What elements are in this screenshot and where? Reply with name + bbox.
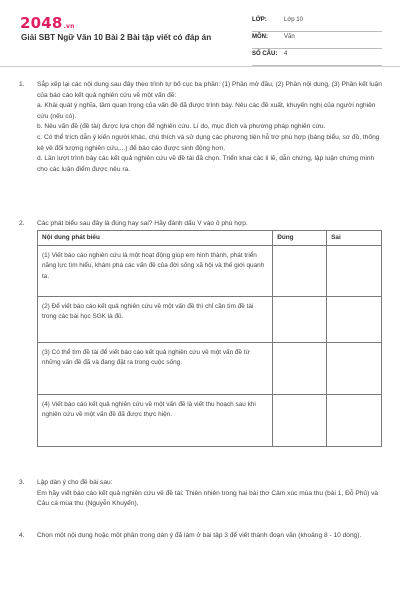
question-text: d. Lần lượt trình bày các kết quả nghiên cứu về đề tài đã chọn. Triển khai các lí lẽ, dẫn chứng, lập luận chứng minh cho các luận điểm được nêu ra. xyxy=(37,155,375,173)
question-text: b. Nêu vấn đề (đề tài) được lựa chọn để nghiên cứu. Lí do, mục đích và phương pháp nghiên cứu. xyxy=(37,123,326,131)
logo-main: 2048 xyxy=(20,14,63,32)
column-header-false: Sai xyxy=(327,231,382,246)
table-header-row xyxy=(38,231,382,246)
question-number: 1. xyxy=(19,81,25,88)
statement-cell: (4) Viết báo cáo kết quả nghiên cứu về một vấn đề là viết thu hoạch sau khi nghiên cứu về một vấn đề đã được thực hiện. xyxy=(38,395,273,447)
meta-row-subject xyxy=(252,32,382,49)
question-body xyxy=(37,531,382,542)
column-header-statement: Nội dung phát biểu xyxy=(38,231,273,246)
question-text: Em hãy viết báo cáo kết quả nghiên cứu về đề tài: Thiên nhiên trong hai bài thơ Cảm xúc mùa thu (bài 1, Đỗ Phủ) và Câu cá mùa thu (Nguyễn Khuyến). xyxy=(37,489,379,508)
meta-row-question-count xyxy=(252,49,382,66)
meta-label: SỐ CÂU: xyxy=(252,51,278,57)
table-row xyxy=(38,343,382,395)
question-number: 3. xyxy=(19,479,25,486)
false-checkbox-cell[interactable] xyxy=(327,343,382,395)
question-body xyxy=(37,478,382,510)
table-row xyxy=(38,246,382,297)
true-checkbox-cell[interactable] xyxy=(273,395,327,447)
question-text: Lập dàn ý cho đề bài sau: xyxy=(37,479,113,486)
table-row xyxy=(38,297,382,343)
question-body xyxy=(37,80,382,175)
true-false-table xyxy=(37,230,382,447)
meta-value: 4 xyxy=(284,51,288,57)
meta-value: Văn xyxy=(284,34,295,40)
question-body xyxy=(37,219,382,230)
true-checkbox-cell[interactable] xyxy=(273,343,327,395)
document-title: Giải SBT Ngữ Văn 10 Bài 2 Bài tập viết có đáp án xyxy=(21,33,212,42)
false-checkbox-cell[interactable] xyxy=(327,246,382,297)
header-divider xyxy=(0,66,400,67)
question-text: a. Khái quát ý nghĩa, tầm quan trọng của vấn đề đã được trình bày. Nêu các đề xuất, khuyến nghị của người nghiên cứu (nếu có). xyxy=(37,102,376,120)
false-checkbox-cell[interactable] xyxy=(327,395,382,447)
false-checkbox-cell[interactable] xyxy=(327,297,382,343)
meta-row-class xyxy=(252,15,382,32)
question-number: 4. xyxy=(19,532,25,539)
meta-label: LỚP: xyxy=(252,17,267,23)
table-row xyxy=(38,395,382,447)
question-text: Các phát biểu sau đây là đúng hay sai? Hãy đánh dấu V vào ô phù hợp. xyxy=(37,220,248,227)
meta-label: MÔN: xyxy=(252,34,268,40)
logo-suffix: .vn xyxy=(63,23,75,30)
question-text: Sắp xếp lại các nội dung sau đây theo trình tự bố cục ba phần: (1) Phần mở đầu, (2) Phần nội dung, (3) Phần kết luận của báo cáo kết quả nghiên cứu về một vấn đề: xyxy=(37,81,382,99)
statement-cell: (3) Có thể tìm đề tài để viết báo cáo kết quả nghiên cứu về một vấn đề từ những vấn đề đã và đang đặt ra trong cuộc sống. xyxy=(38,343,273,395)
page-header xyxy=(0,0,400,66)
statement-cell: (2) Để viết báo cáo kết quả nghiên cứu về một vấn đề thì chỉ cần tìm đề tài trong các bài học SGK là đủ. xyxy=(38,297,273,343)
statement-cell: (1) Viết báo cáo nghiên cứu là một hoạt động giúp em hình thành, phát triển năng lực tìm hiểu, khám phá các vấn đề của đời sống xã hội và thế giới quanh ta. xyxy=(38,246,273,297)
question-number: 2. xyxy=(19,220,25,227)
true-checkbox-cell[interactable] xyxy=(273,297,327,343)
meta-info-table xyxy=(252,15,382,66)
site-logo[interactable] xyxy=(20,14,75,32)
column-header-true: Đúng xyxy=(273,231,327,246)
true-checkbox-cell[interactable] xyxy=(273,246,327,297)
meta-value: Lớp 10 xyxy=(284,17,303,23)
question-text: Chọn một nội dung hoặc một phần trong dàn ý đã làm ở bài tập 3 để viết thành đoạn văn (khoảng 8 - 10 dòng). xyxy=(37,532,362,539)
question-text: c. Có thể trích dẫn ý kiến người khác, chú thích và sử dụng các phương tiện hỗ trợ phù hợp (bảng biểu, sơ đồ, thống kê về đối tượng nghiên cứu,...) để báo cáo được sinh động hơn. xyxy=(37,133,380,152)
